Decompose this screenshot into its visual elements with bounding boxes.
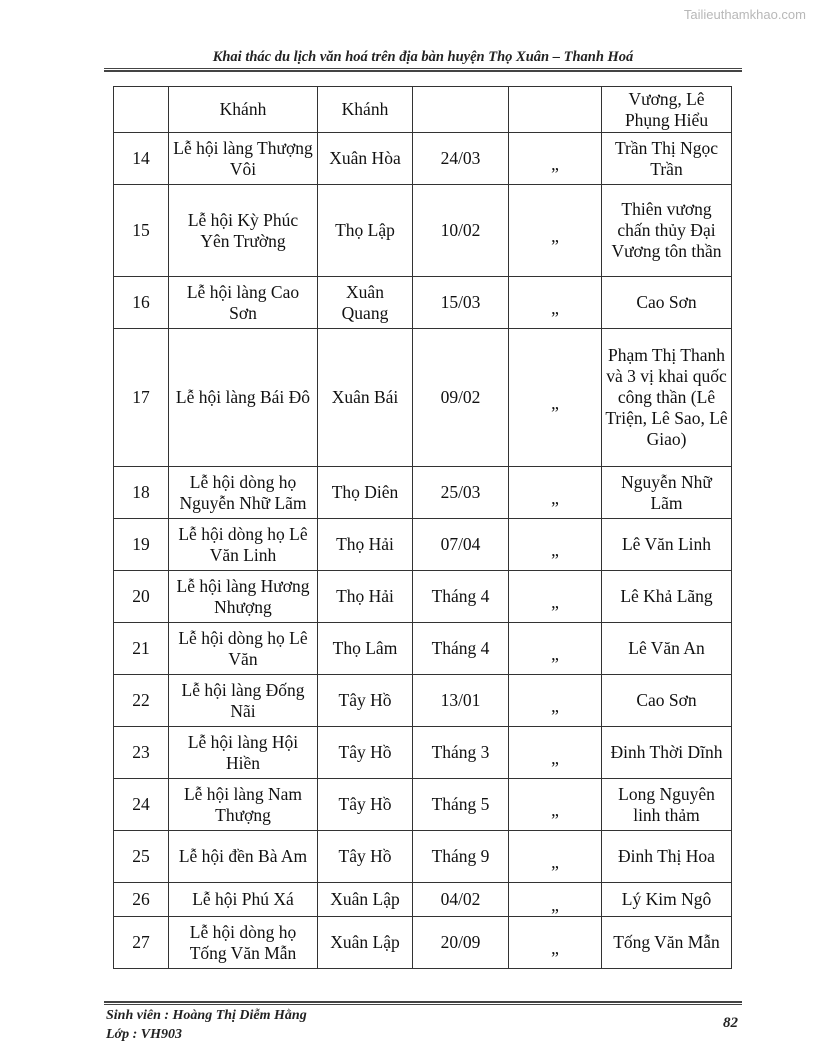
honored-figure-cell: Đinh Thị Hoa	[602, 831, 732, 883]
footer-divider	[104, 1001, 742, 1005]
ditto-mark-cell	[509, 571, 602, 623]
location-cell: Khánh	[318, 87, 413, 133]
festival-name-cell: Lễ hội Kỳ Phúc Yên Trường	[169, 185, 318, 277]
festival-date-cell: 07/04	[413, 519, 509, 571]
table-row	[114, 87, 732, 133]
page-number: 82	[723, 1015, 738, 1031]
ditto-mark-cell	[509, 329, 602, 467]
festival-date-cell: Tháng 4	[413, 623, 509, 675]
ditto-mark-cell	[509, 519, 602, 571]
row-number-cell: 18	[114, 467, 169, 519]
ditto-mark-cell	[509, 277, 602, 329]
festival-name-cell: Lễ hội làng Nam Thượng	[169, 779, 318, 831]
location-cell: Thọ Lâm	[318, 623, 413, 675]
location-cell: Thọ Hải	[318, 519, 413, 571]
row-number-cell: 14	[114, 133, 169, 185]
honored-figure-cell: Lê Văn Linh	[602, 519, 732, 571]
ditto-mark-cell	[509, 185, 602, 277]
table-row	[114, 571, 732, 623]
row-number-cell: 17	[114, 329, 169, 467]
ditto-mark: „	[551, 800, 559, 820]
festival-name-cell: Lễ hội làng Hội Hiền	[169, 727, 318, 779]
location-cell: Tây Hồ	[318, 831, 413, 883]
ditto-mark-cell	[509, 831, 602, 883]
honored-figure-cell: Phạm Thị Thanh và 3 vị khai quốc công thần (Lê Triện, Lê Sao, Lê Giao)	[602, 329, 732, 467]
festival-date-cell: Tháng 3	[413, 727, 509, 779]
watermark: Tailieuthamkhao.com	[683, 7, 806, 22]
ditto-mark-cell	[509, 675, 602, 727]
honored-figure-cell: Lý Kim Ngô	[602, 883, 732, 917]
festival-name-cell: Lễ hội dòng họ Nguyễn Nhữ Lãm	[169, 467, 318, 519]
ditto-mark: „	[551, 938, 559, 958]
ditto-mark-cell	[509, 883, 602, 917]
festival-date-cell: 04/02	[413, 883, 509, 917]
row-number-cell: 20	[114, 571, 169, 623]
festival-name-cell: Lễ hội làng Cao Sơn	[169, 277, 318, 329]
honored-figure-cell: Lê Văn An	[602, 623, 732, 675]
honored-figure-cell: Cao Sơn	[602, 675, 732, 727]
ditto-mark: „	[551, 154, 559, 174]
ditto-mark: „	[551, 748, 559, 768]
festival-date-cell: 09/02	[413, 329, 509, 467]
festival-name-cell: Lễ hội làng Bái Đô	[169, 329, 318, 467]
festival-date-cell: 13/01	[413, 675, 509, 727]
row-number-cell: 19	[114, 519, 169, 571]
table-row	[114, 329, 732, 467]
table-row	[114, 467, 732, 519]
row-number-cell: 22	[114, 675, 169, 727]
ditto-mark-cell	[509, 623, 602, 675]
festival-date-cell: Tháng 5	[413, 779, 509, 831]
table-row	[114, 133, 732, 185]
ditto-mark: „	[551, 852, 559, 872]
ditto-mark: „	[551, 393, 559, 413]
honored-figure-cell: Thiên vương chấn thủy Đại Vương tôn thần	[602, 185, 732, 277]
page-header-title: Khai thác du lịch văn hoá trên địa bàn huyện Thọ Xuân – Thanh Hoá	[212, 49, 634, 65]
festival-date-cell: 15/03	[413, 277, 509, 329]
honored-figure-cell: Trần Thị Ngọc Trần	[602, 133, 732, 185]
row-number-cell: 24	[114, 779, 169, 831]
footer-class: Lớp : VH903	[106, 1027, 182, 1042]
table-row	[114, 779, 732, 831]
ditto-mark-cell	[509, 87, 602, 133]
row-number-cell: 23	[114, 727, 169, 779]
festival-date-cell: 10/02	[413, 185, 509, 277]
location-cell: Tây Hồ	[318, 675, 413, 727]
row-number-cell: 27	[114, 917, 169, 969]
festival-name-cell: Lễ hội Phú Xá	[169, 883, 318, 917]
ditto-mark: „	[551, 226, 559, 246]
header-divider	[104, 68, 742, 72]
honored-figure-cell: Nguyễn Nhữ Lãm	[602, 467, 732, 519]
festival-name-cell: Lễ hội làng Hương Nhượng	[169, 571, 318, 623]
table-row	[114, 277, 732, 329]
festival-name-cell: Lễ hội làng Thượng Vôi	[169, 133, 318, 185]
ditto-mark-cell	[509, 779, 602, 831]
festival-name-cell: Lễ hội đền Bà Am	[169, 831, 318, 883]
festival-date-cell: 24/03	[413, 133, 509, 185]
location-cell: Xuân Hòa	[318, 133, 413, 185]
row-number-cell: 21	[114, 623, 169, 675]
row-number-cell: 15	[114, 185, 169, 277]
festival-table-body	[114, 87, 732, 969]
ditto-mark: „	[551, 644, 559, 664]
ditto-mark: „	[551, 696, 559, 716]
row-number-cell	[114, 87, 169, 133]
ditto-mark-cell	[509, 133, 602, 185]
ditto-mark: „	[551, 592, 559, 612]
location-cell: Thọ Diên	[318, 467, 413, 519]
honored-figure-cell: Vương, Lê Phụng Hiểu	[602, 87, 732, 133]
table-row	[114, 185, 732, 277]
ditto-mark: „	[551, 488, 559, 508]
honored-figure-cell: Đinh Thời Dĩnh	[602, 727, 732, 779]
location-cell: Xuân Lập	[318, 883, 413, 917]
ditto-mark-cell	[509, 917, 602, 969]
location-cell: Tây Hồ	[318, 779, 413, 831]
row-number-cell: 25	[114, 831, 169, 883]
honored-figure-cell: Cao Sơn	[602, 277, 732, 329]
location-cell: Xuân Lập	[318, 917, 413, 969]
festival-date-cell: 25/03	[413, 467, 509, 519]
table-row	[114, 623, 732, 675]
festival-date-cell: Tháng 9	[413, 831, 509, 883]
festival-date-cell: Tháng 4	[413, 571, 509, 623]
honored-figure-cell: Tống Văn Mẫn	[602, 917, 732, 969]
table-row	[114, 727, 732, 779]
table-row	[114, 519, 732, 571]
festival-date-cell	[413, 87, 509, 133]
table-row	[114, 675, 732, 727]
row-number-cell: 16	[114, 277, 169, 329]
location-cell: Tây Hồ	[318, 727, 413, 779]
table-row	[114, 831, 732, 883]
location-cell: Thọ Hải	[318, 571, 413, 623]
festival-name-cell: Khánh	[169, 87, 318, 133]
table-row	[114, 883, 732, 917]
ditto-mark: „	[551, 298, 559, 318]
festival-table	[113, 86, 732, 969]
honored-figure-cell: Lê Khả Lãng	[602, 571, 732, 623]
table-row	[114, 917, 732, 969]
festival-name-cell: Lễ hội dòng họ Lê Văn Linh	[169, 519, 318, 571]
ditto-mark-cell	[509, 727, 602, 779]
ditto-mark: „	[551, 895, 559, 915]
festival-name-cell: Lễ hội dòng họ Lê Văn	[169, 623, 318, 675]
row-number-cell: 26	[114, 883, 169, 917]
festival-name-cell: Lễ hội làng Đống Nãi	[169, 675, 318, 727]
footer-student: Sinh viên : Hoàng Thị Diễm Hằng	[106, 1008, 307, 1023]
ditto-mark-cell	[509, 467, 602, 519]
ditto-mark: „	[551, 540, 559, 560]
location-cell: Xuân Bái	[318, 329, 413, 467]
festival-date-cell: 20/09	[413, 917, 509, 969]
honored-figure-cell: Long Nguyên linh thảm	[602, 779, 732, 831]
festival-name-cell: Lễ hội dòng họ Tống Văn Mẫn	[169, 917, 318, 969]
location-cell: Thọ Lập	[318, 185, 413, 277]
location-cell: Xuân Quang	[318, 277, 413, 329]
